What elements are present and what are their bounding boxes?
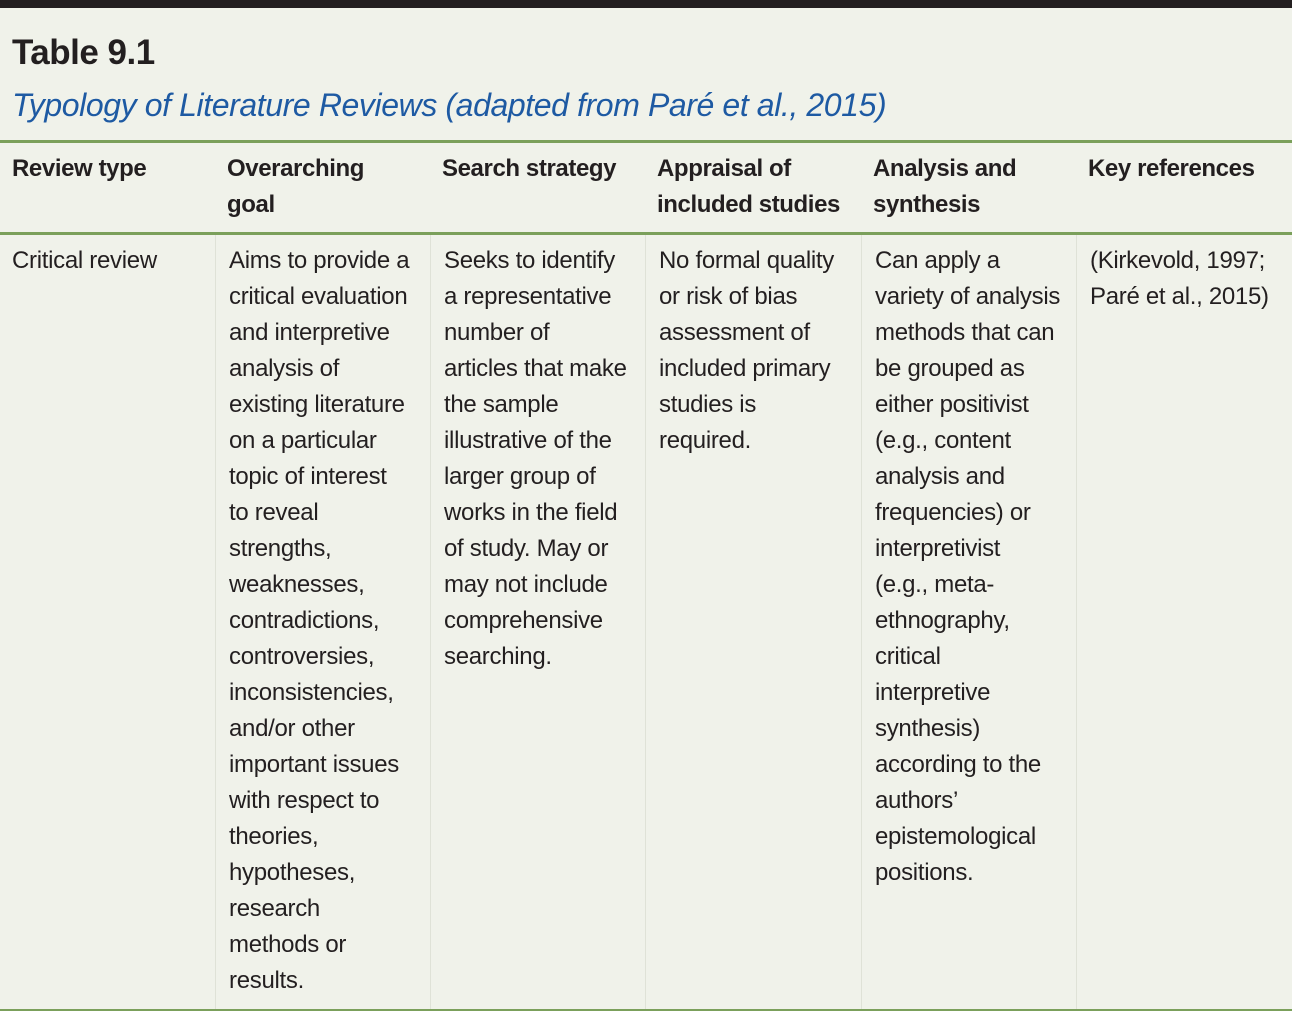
cell-analysis-synthesis: Can apply a variety of analysis methods that can be grouped as either positivist (e.g., content analysis and frequencies) or interpretivist (e.g., meta- ethnography, critical interpretive synthesis) according to the authors’ epistemological positions.	[861, 235, 1076, 1009]
header-overarching-goal: Overarching goal	[227, 155, 364, 218]
header-review-type: Review type	[12, 155, 147, 182]
header-search-strategy: Search strategy	[442, 155, 617, 182]
header-appraisal: Appraisal of included studies	[657, 155, 840, 218]
table-header-row	[0, 143, 1292, 232]
cell-key-references: (Kirkevold, 1997; Paré et al., 2015)	[1076, 235, 1292, 1009]
table-row	[0, 235, 1292, 1009]
top-bar	[0, 0, 1292, 8]
table-label: Table 9.1	[12, 33, 155, 72]
cell-search-strategy: Seeks to identify a representative number of articles that make the sample illustrative of the larger group of works in the field of study. May or may not include comprehensive searching.	[430, 235, 645, 1009]
table-caption: Typology of Literature Reviews (adapted from Paré et al., 2015)	[12, 87, 887, 123]
header-analysis-synthesis: Analysis and synthesis	[873, 155, 1017, 218]
header-key-references: Key references	[1088, 155, 1255, 182]
review-typology-table	[0, 140, 1292, 1011]
cell-overarching-goal: Aims to provide a critical evaluation and interpretive analysis of existing literature on a particular topic of interest to reveal strengths, weaknesses, contradictions, controversies, inconsistencies, and/or other important issues with respect to theories, hypotheses, research methods or results.	[215, 235, 430, 1009]
cell-review-type: Critical review	[12, 247, 157, 274]
cell-appraisal: No formal quality or risk of bias assessment of included primary studies is required.	[645, 235, 861, 1009]
